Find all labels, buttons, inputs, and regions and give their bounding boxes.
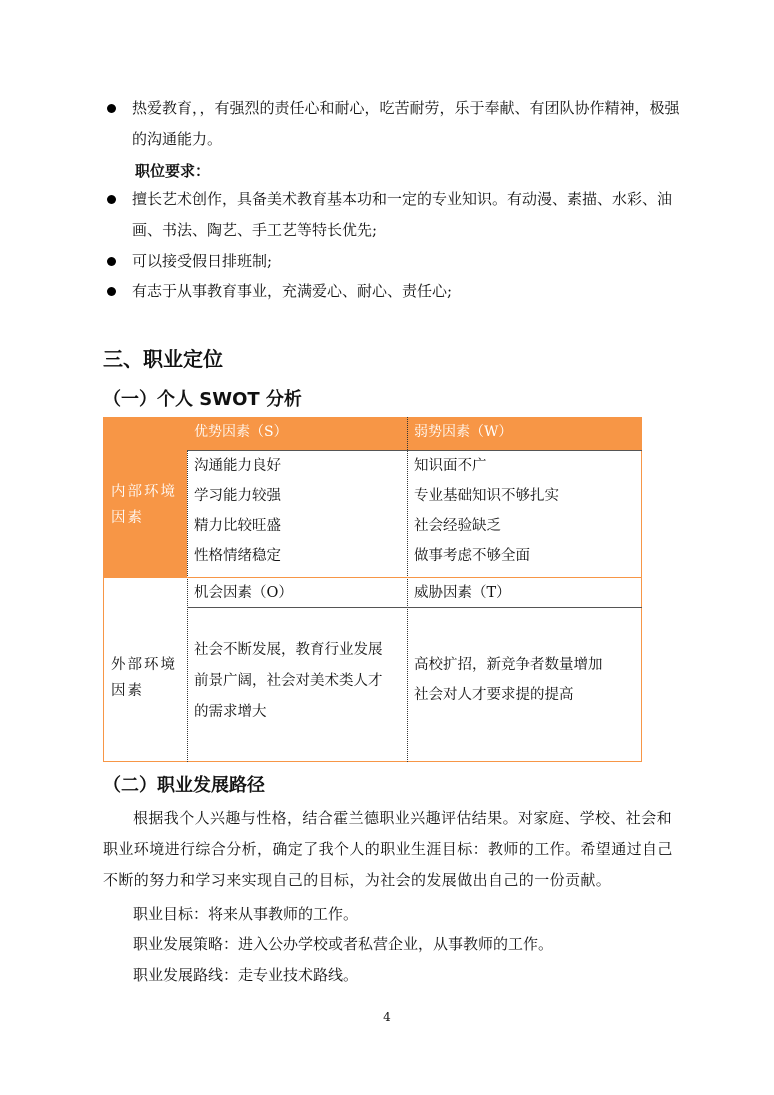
bullet-requirement-ambition bbox=[107, 276, 682, 307]
opportunities-header: 机会因素（O） bbox=[194, 585, 293, 601]
career-strategy: 职业发展策略：进入公办学校或者私营企业，从事教师的工作。 bbox=[133, 935, 554, 953]
weakness-item: 知识面不广 bbox=[414, 458, 487, 474]
path-paragraph: 根据我个人兴趣与性格，结合霍兰德职业兴趣评估结果。对家庭、学校、社会和职业环境进行综合分析，确定了我个人的职业生涯目标：教师的工作。希望通过自己不断的努力和学习来实现自己的目标，为社会的发展做出自己的一份贡献。 bbox=[103, 809, 673, 889]
weakness-item: 专业基础知识不够扎实 bbox=[414, 488, 559, 504]
opportunity-item: 前景广阔，社会对美术类人才 bbox=[194, 673, 383, 689]
row-divider bbox=[187, 450, 642, 451]
bullet-icon bbox=[107, 287, 116, 296]
bullet-icon bbox=[107, 195, 116, 204]
weakness-item: 做事考虑不够全面 bbox=[414, 548, 530, 564]
section-title: 三、职业定位 bbox=[103, 347, 223, 371]
weakness-item: 社会经验缺乏 bbox=[414, 518, 501, 534]
bullet-text: 擅长艺术创作，具备美术教育基本功和一定的专业知识。有动漫、素描、水彩、油画、书法、陶艺、手工艺等特长优先; bbox=[132, 190, 673, 239]
external-factor-label: 外部环境因素 bbox=[111, 657, 177, 699]
strength-item: 精力比较旺盛 bbox=[194, 518, 281, 534]
bullet-text: 可以接受假日排班制; bbox=[132, 252, 273, 270]
page-number: 4 bbox=[383, 1010, 391, 1024]
path-heading: （二）职业发展路径 bbox=[103, 775, 265, 796]
weaknesses-header: 弱势因素（W） bbox=[414, 424, 513, 440]
swot-heading: （一）个人 SWOT 分析 bbox=[103, 389, 302, 410]
swot-border bbox=[103, 417, 642, 762]
opportunity-item: 的需求增大 bbox=[194, 704, 267, 720]
bullet-passion bbox=[107, 93, 682, 155]
bullet-requirement-art bbox=[107, 184, 682, 246]
bullet-text: 有志于从事教育事业，充满爱心、耐心、责任心; bbox=[132, 282, 453, 300]
bullet-icon bbox=[107, 104, 116, 113]
bullet-icon bbox=[107, 257, 116, 266]
internal-factor-label: 内部环境因素 bbox=[111, 484, 177, 526]
strength-item: 学习能力较强 bbox=[194, 488, 281, 504]
strength-item: 沟通能力良好 bbox=[194, 458, 281, 474]
career-route: 职业发展路线：走专业技术路线。 bbox=[133, 966, 359, 984]
row-divider bbox=[187, 607, 642, 608]
threats-header: 威胁因素（T） bbox=[414, 585, 511, 601]
career-goal: 职业目标：将来从事教师的工作。 bbox=[133, 905, 359, 923]
opportunity-item: 社会不断发展，教育行业发展 bbox=[194, 642, 383, 658]
row-divider bbox=[103, 577, 642, 578]
bullet-requirement-holiday bbox=[107, 246, 682, 277]
strengths-header: 优势因素（S） bbox=[194, 424, 288, 440]
strength-item: 性格情绪稳定 bbox=[194, 548, 281, 564]
threat-item: 高校扩招，新竞争者数量增加 bbox=[414, 657, 603, 673]
column-divider bbox=[187, 450, 188, 762]
swot-table bbox=[103, 417, 642, 762]
column-divider bbox=[407, 417, 408, 762]
threat-item: 社会对人才要求提的提高 bbox=[414, 687, 574, 703]
bullet-text: 热爱教育，，有强烈的责任心和耐心，吃苦耐劳，乐于奉献、有团队协作精神，极强的沟通能力。 bbox=[132, 99, 680, 148]
requirements-label: 职位要求： bbox=[135, 162, 211, 180]
